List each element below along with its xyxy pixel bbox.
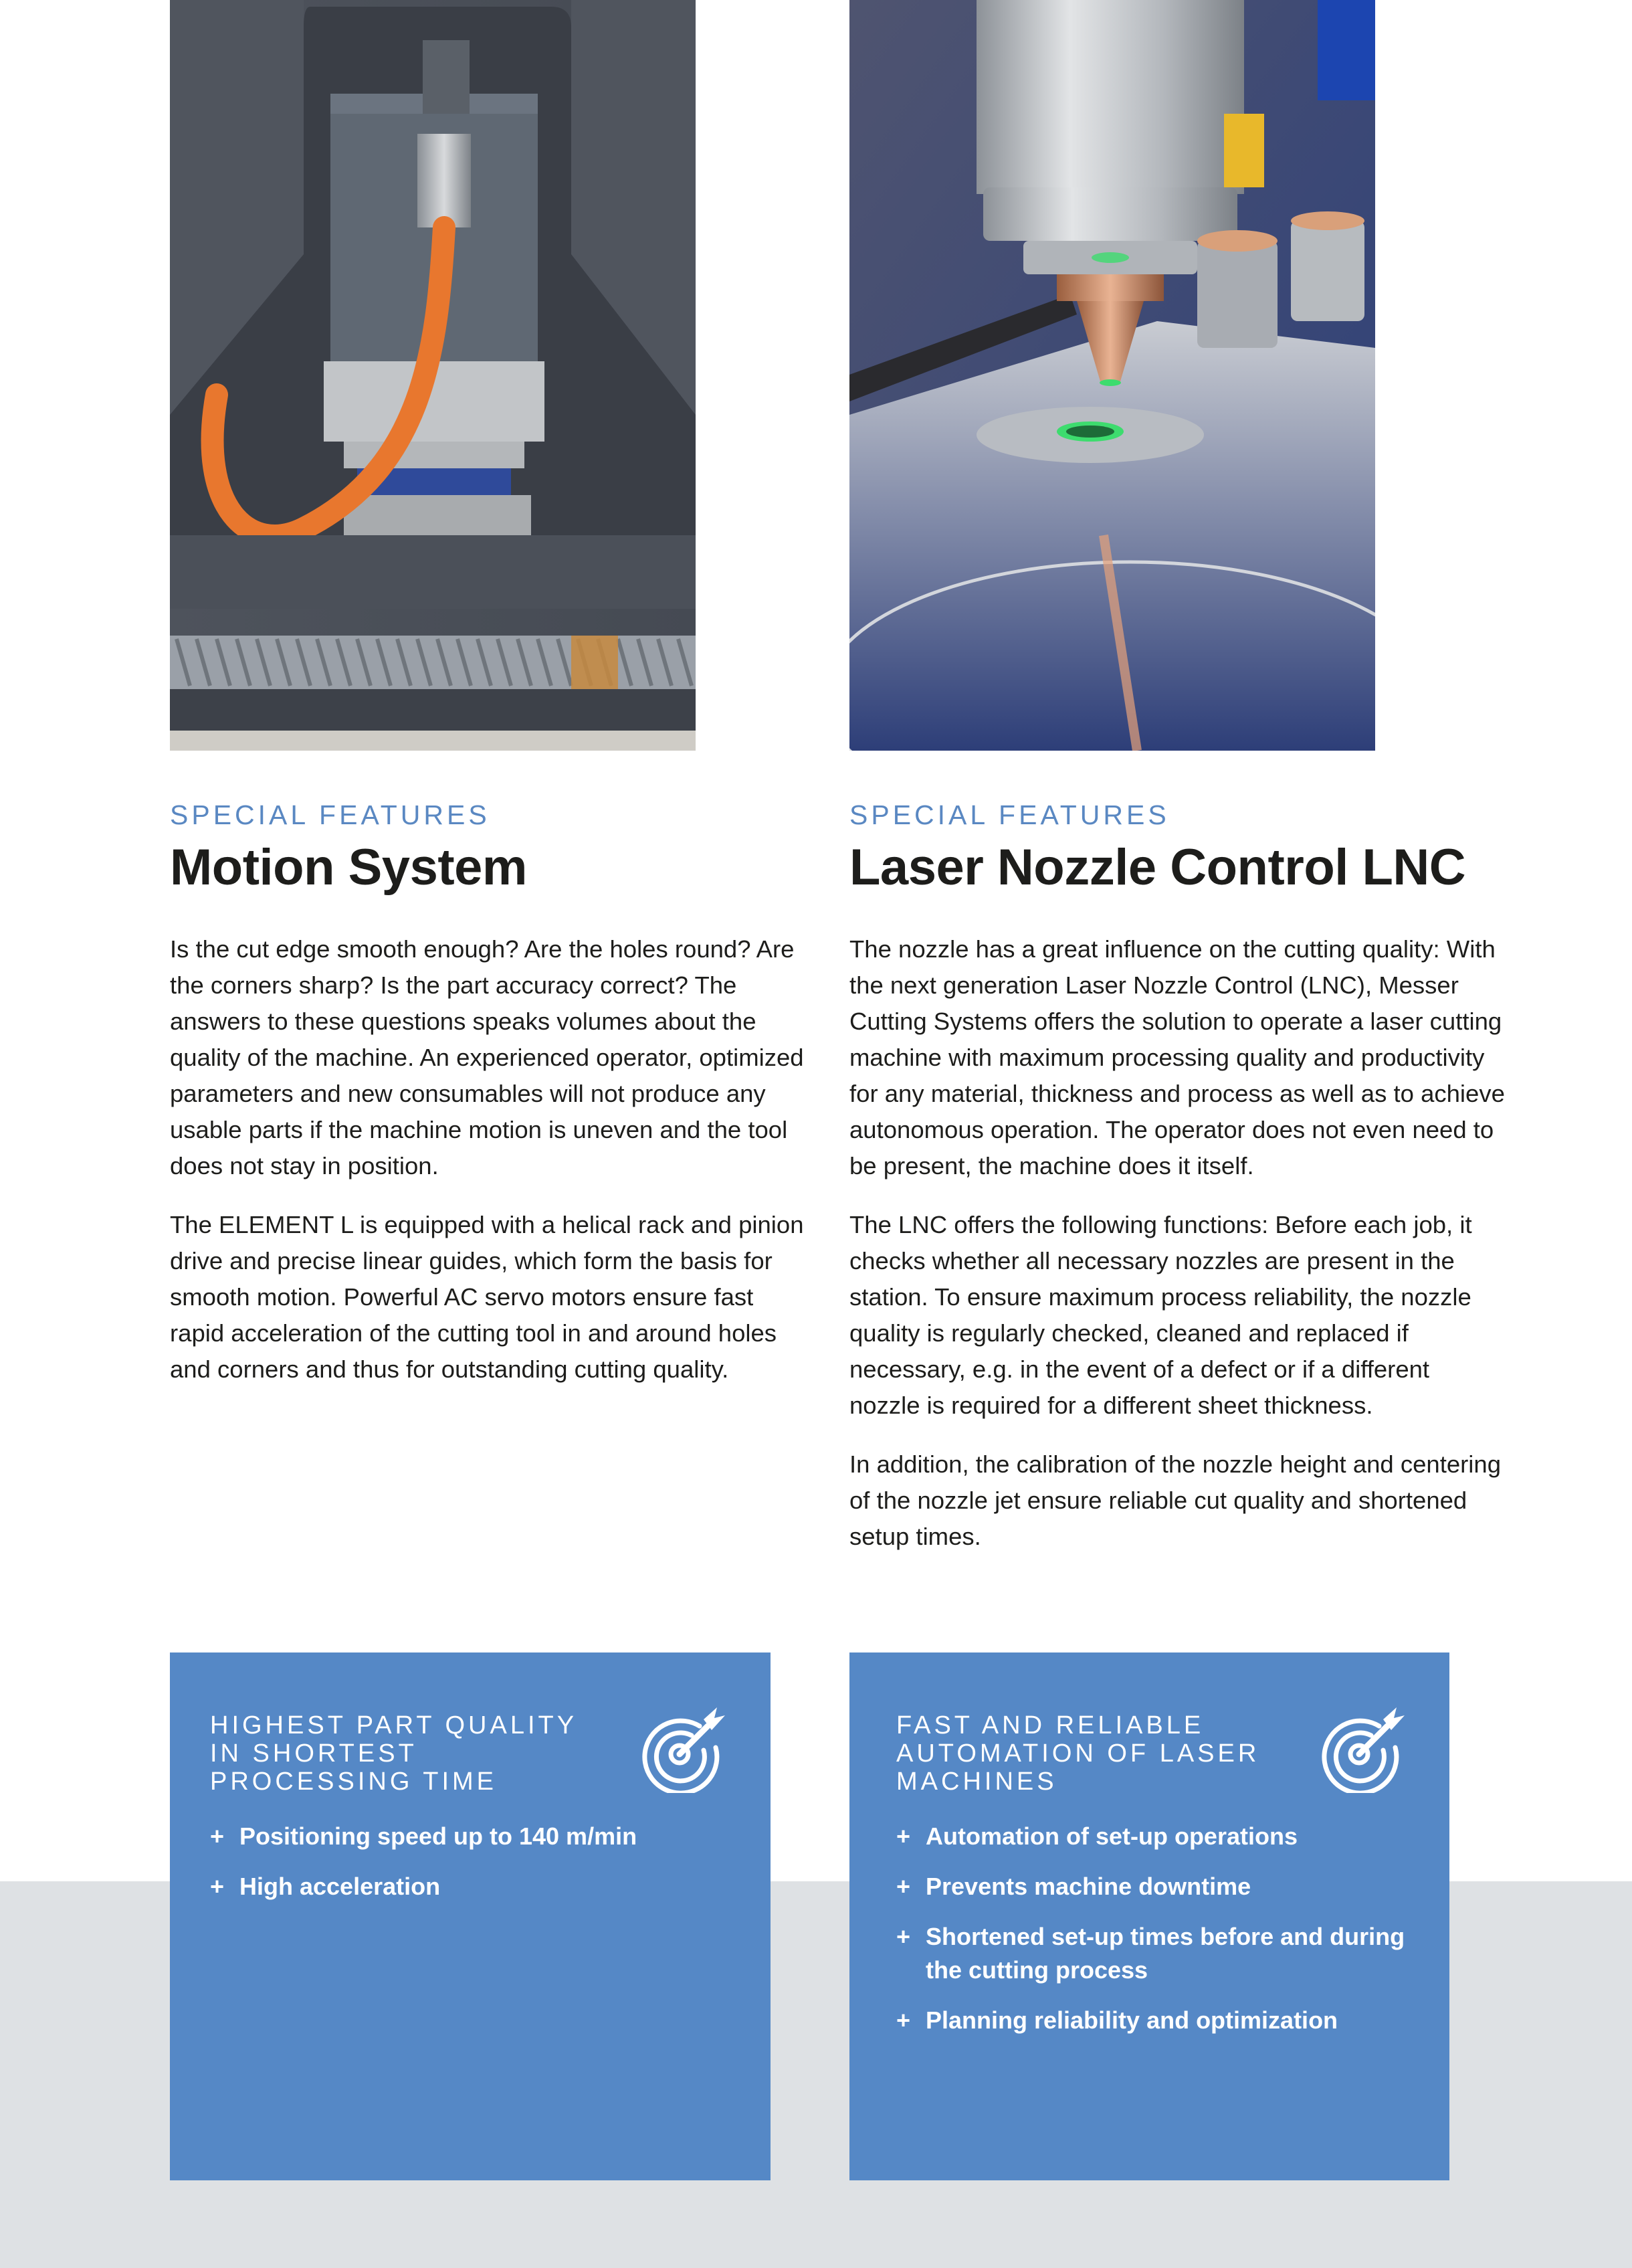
plus-icon: + <box>896 1822 911 1850</box>
laser-head-illustration <box>849 0 1375 751</box>
motion-system-section <box>170 796 812 1410</box>
section-title: Laser Nozzle Control LNC <box>849 839 1466 896</box>
feature-item-text: Automation of set-up operations <box>926 1822 1298 1850</box>
body-paragraph: The nozzle has a great influence on the cutting quality: With the next generation Laser Nozzle Control (LNC), Messer Cutting Systems offers the solution to operate a laser cutting machine with maximum processing quality and productivity for any material, thickness and process as well as to achieve autonomous operation. The operator does not even need to be present, the machine does it itself. <box>849 935 1505 1179</box>
feature-list <box>896 1820 1423 2054</box>
body-paragraph: In addition, the calibration of the nozzle height and centering of the nozzle jet ensure reliable cut quality and shortened setup times. <box>849 1450 1502 1550</box>
feature-item <box>896 1820 1423 1853</box>
plus-icon: + <box>896 1923 911 1950</box>
plus-icon: + <box>210 1873 225 1900</box>
feature-item-text: Planning reliability and optimization <box>926 2006 1338 2034</box>
highlight-box-heading: HIGHEST PART QUALITY IN SHORTEST PROCESSING TIME <box>210 1711 577 1796</box>
feature-item <box>896 2004 1423 2037</box>
highlight-box-automation <box>849 1652 1449 2180</box>
feature-item-text: Shortened set-up times before and during the cutting process <box>926 1923 1405 1984</box>
plus-icon: + <box>896 2006 911 2034</box>
section-eyebrow: SPECIAL FEATURES <box>849 799 1170 830</box>
laser-nozzle-control-section <box>849 796 1505 1578</box>
section-body <box>170 931 812 1388</box>
highlight-box-part-quality <box>170 1652 771 2180</box>
body-paragraph: The LNC offers the following functions: Before each job, it checks whether all necessary nozzles are present in the station. To ensure maximum process reliability, the nozzle quality is regularly checked, cleaned and replaced if necessary, e.g. in the event of a defect or if a different nozzle is required for a different sheet thickness. <box>849 1211 1472 1419</box>
feature-item <box>896 1870 1423 1903</box>
highlight-box-heading: FAST AND RELIABLE AUTOMATION OF LASER MACHINES <box>896 1711 1260 1796</box>
feature-item-text: Positioning speed up to 140 m/min <box>239 1822 637 1850</box>
section-title: Motion System <box>170 839 527 896</box>
feature-item <box>210 1870 744 1903</box>
laser-nozzle-photo <box>849 0 1375 751</box>
plus-icon: + <box>210 1822 225 1850</box>
target-arrow-icon <box>1318 1706 1405 1793</box>
feature-item-text: Prevents machine downtime <box>926 1873 1251 1900</box>
target-arrow-icon <box>638 1706 725 1793</box>
feature-item <box>210 1820 744 1853</box>
section-body <box>849 931 1505 1555</box>
feature-item <box>896 1920 1423 1987</box>
feature-item-text: High acceleration <box>239 1873 441 1900</box>
motion-system-photo <box>170 0 696 751</box>
plus-icon: + <box>896 1873 911 1900</box>
feature-list <box>210 1820 744 1920</box>
section-eyebrow: SPECIAL FEATURES <box>170 799 490 830</box>
servo-motor-illustration <box>170 0 696 751</box>
body-paragraph: The ELEMENT L is equipped with a helical rack and pinion drive and precise linear guides, which form the basis for smooth motion. Powerful AC servo motors ensure fast rapid acceleration of the cutting tool in and around holes and corners and thus for outstanding cutting quality. <box>170 1211 804 1383</box>
body-paragraph: Is the cut edge smooth enough? Are the holes round? Are the corners sharp? Is the part accuracy correct? The answers to these questions speaks volumes about the quality of the machine. An experienced operator, optimized parameters and new consumables will not produce any usable parts if the machine motion is uneven and the tool does not stay in position. <box>170 935 804 1179</box>
